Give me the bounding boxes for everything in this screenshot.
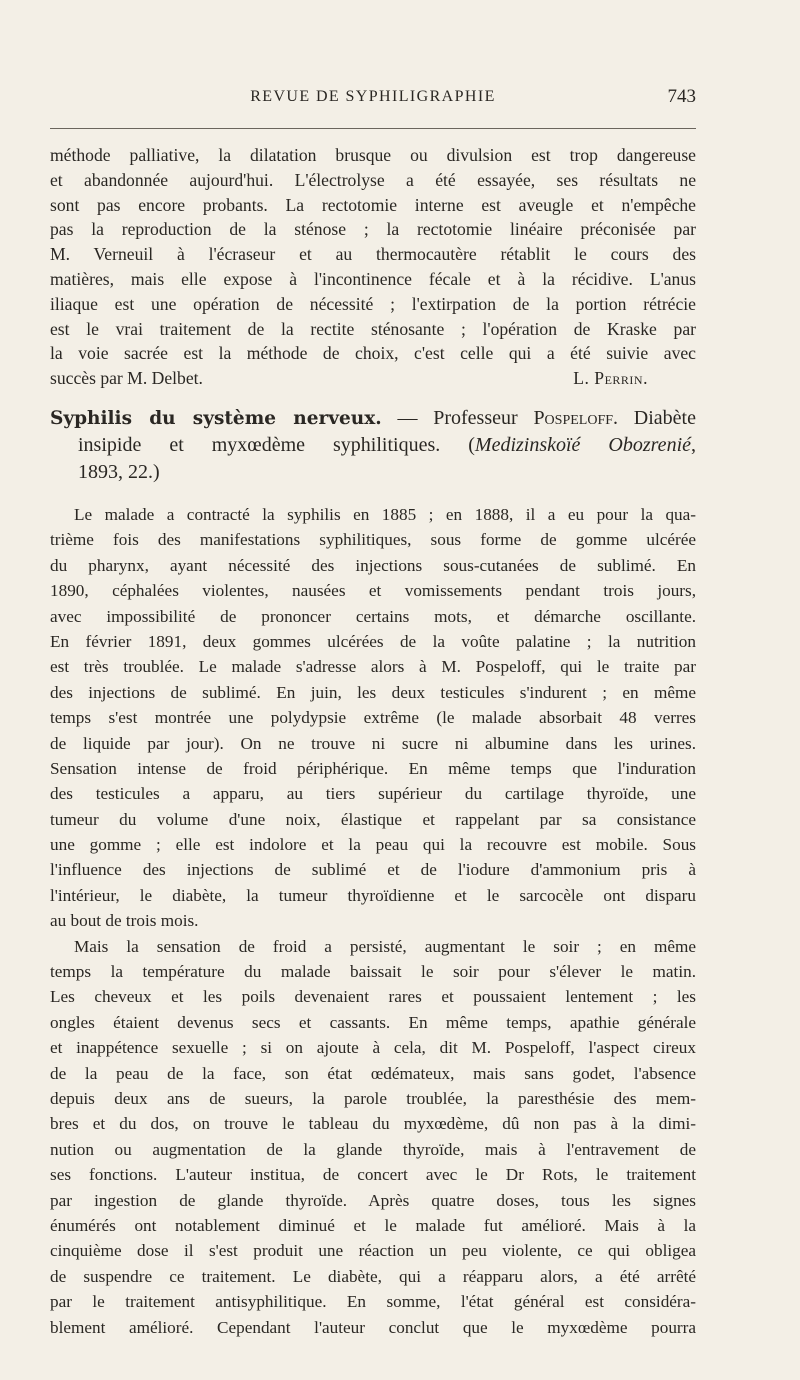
text-line: tumeur du volume d'une noix, élastique et rappelant par sa consistance [50, 809, 696, 829]
text-line: iliaque est une opération de nécessité ; l'extirpation de la portion rétrécie [50, 293, 696, 314]
text-line: est très troublée. Le malade s'adresse alors à M. Pospeloff, qui le traite par [50, 657, 696, 677]
text-line: matières, mais elle expose à l'incontinence fécale et à la récidive. L'anus [50, 268, 696, 289]
closing-text: succès par M. Delbet. [50, 368, 203, 389]
article-title-part-2: insipide et myxœdème syphilitiques. ( [78, 434, 475, 456]
text-line: sont pas encore probants. La rectotomie interne est aveugle et n'empêche [50, 194, 696, 215]
text-line: blement amélioré. Cependant l'auteur conclut que le myxœdème pourra [50, 1317, 696, 1337]
text-line: depuis deux ans de sueurs, la parole troublée, la paresthésie des mem- [50, 1088, 696, 1108]
journal-name: Medizinskoïé Obozrenié [474, 434, 691, 456]
header-rule [50, 128, 696, 129]
text-line: Les cheveux et les poils devenaient rares et poussaient lentement ; les [50, 987, 696, 1007]
text-line: cinquième dose il s'est produit une réaction un peu violente, ce qui obligea [50, 1241, 696, 1261]
text-line: ongles étaient devenus secs et cassants. En même temps, apathie générale [50, 1012, 696, 1032]
running-title: REVUE DE SYPHILIGRAPHIE [250, 88, 496, 105]
text-line: par ingestion de glande thyroïde. Après quatre doses, tous les signes [50, 1190, 696, 1210]
text-line: de suspendre ce traitement. Le diabète, qui a réapparu alors, a été arrêté [50, 1266, 696, 1286]
text-line: de la peau de la face, son état œdémateux, mais sans godet, l'absence [50, 1063, 696, 1083]
text-line: En février 1891, deux gommes ulcérées de la voûte palatine ; la nutrition [50, 631, 696, 651]
text-line: et inappétence sexuelle ; si on ajoute à cela, dit M. Pospeloff, l'aspect cireux [50, 1038, 696, 1058]
article-heading [50, 405, 696, 486]
text-line: nution ou augmentation de la glande thyroïde, mais à l'entravement de [50, 1139, 696, 1159]
text-line: une gomme ; elle est indolore et la peau qui la recouvre est mobile. Sous [50, 835, 696, 855]
text-line: est le vrai traitement de la rectite sténosante ; l'opération de Kraske par [50, 318, 696, 339]
text-line: M. Verneuil à l'écraseur et au thermocautère rétablit le cours des [50, 244, 696, 265]
text-line: 1890, céphalées violentes, nausées et vomissements pendant trois jours, [50, 581, 696, 601]
text-line: du pharynx, ayant nécessité des injections sous-cutanées de sublimé. En [50, 555, 696, 575]
page-number: 743 [667, 86, 696, 107]
text-line: des injections de sublimé. En juin, les deux testicules s'indurent ; en même [50, 682, 696, 702]
previous-article-text [50, 143, 696, 391]
text-line: l'influence des injections de sublimé et de l'iodure d'ammonium pris à [50, 860, 696, 880]
text-line-last: au bout de trois mois. [50, 911, 199, 931]
heading-dash: — Professeur [381, 407, 534, 429]
heading-line-2 [50, 432, 696, 459]
text-line: par le traitement antisyphilitique. En somme, l'état général est considéra- [50, 1292, 696, 1312]
article-body [50, 502, 696, 1340]
text-line: temps la température du malade baissait le soir pour s'élever le matin. [50, 962, 696, 982]
article-title-part-1: . Diabète [613, 407, 696, 429]
text-line: des testicules a apparu, au tiers supérieur du cartilage thyroïde, une [50, 784, 696, 804]
heading-line-3: 1893, 22.) [78, 461, 160, 483]
text-line: ses fonctions. L'auteur institua, de concert avec le Dr Rots, le traitement [50, 1165, 696, 1185]
article-author: Pospeloff [533, 407, 614, 429]
journal-comma: , [691, 434, 696, 456]
text-line: temps s'est montrée une polydypsie extrême (le malade absorbait 48 verres [50, 708, 696, 728]
page-header [50, 86, 696, 110]
text-line: la voie sacrée est la méthode de choix, c'est celle qui a été suivie avec [50, 343, 696, 364]
text-line: Le malade a contracté la syphilis en 1885 ; en 1888, il a eu pour la qua- [74, 505, 696, 524]
text-line-last [50, 366, 696, 391]
text-line: Mais la sensation de froid a persisté, augmentant le soir ; en même [74, 936, 696, 956]
text-line: de liquide par jour). On ne trouve ni sucre ni albumine dans les urines. [50, 733, 696, 753]
text-line: Sensation intense de froid périphérique. En même temps que l'induration [50, 758, 696, 778]
text-line: pas la reproduction de la sténose ; la rectotomie linéaire préconisée par [50, 219, 696, 240]
text-line: et abandonnée aujourd'hui. L'électrolyse a été essayée, ses résultats ne [50, 169, 696, 190]
text-line: l'intérieur, le diabète, la tumeur thyroïdienne et le sarcocèle ont disparu [50, 885, 696, 905]
text-line: méthode palliative, la dilatation brusque ou divulsion est trop dangereuse [50, 145, 696, 165]
text-line: avec impossibilité de prononcer certains mots, et démarche oscillante. [50, 606, 696, 626]
text-line: trième fois des manifestations syphilitiques, sous forme de gomme ulcérée [50, 530, 696, 550]
section-title: Syphilis du système nerveux. [50, 408, 382, 429]
text-line: énumérés ont notablement diminué et le malade fut amélioré. Mais à la [50, 1215, 696, 1235]
heading-line-1 [50, 405, 696, 432]
author-signature: L. Perrin. [573, 368, 648, 389]
text-line: bres et du dos, on trouve le tableau du myxœdème, dû non pas à la dimi- [50, 1114, 696, 1134]
